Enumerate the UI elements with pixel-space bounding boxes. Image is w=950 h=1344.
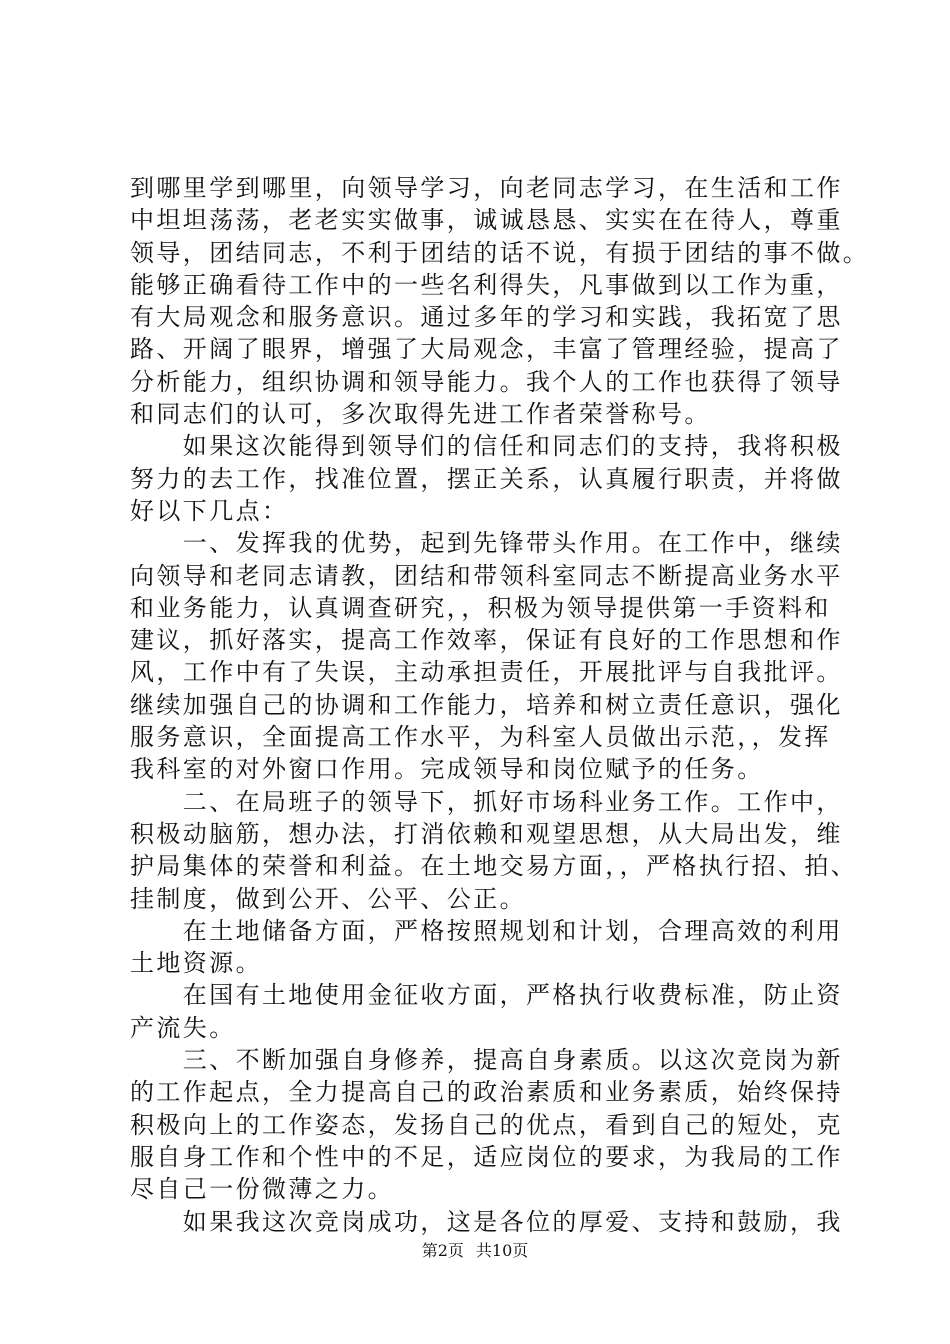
text-line: 护局集体的荣誉和利益。在土地交易方面，，严格执行招、拍、 [130, 852, 858, 881]
text-line: 中坦坦荡荡，老老实实做事，诚诚恳恳、实实在在待人，尊重 [130, 206, 843, 235]
text-line: 有大局观念和服务意识。通过多年的学习和实践，我拓宽了思 [130, 303, 843, 332]
text-line: 如果这次能得到领导们的信任和同志们的支持，我将积极 [130, 432, 843, 461]
text-line: 分析能力，组织协调和领导能力。我个人的工作也获得了领导 [130, 367, 843, 396]
document-body [130, 172, 870, 1238]
text-line: 一、发挥我的优势，起到先锋带头作用。在工作中，继续 [130, 529, 843, 558]
text-line: 土地资源。 [130, 949, 262, 978]
text-line: 我科室的对外窗口作用。完成领导和岗位赋予的任务。 [130, 755, 764, 784]
text-line: 路、开阔了眼界，增强了大局观念，丰富了管理经验，提高了 [130, 335, 843, 364]
text-line: 建议，抓好落实，提高工作效率，保证有良好的工作思想和作 [130, 626, 843, 655]
text-line: 如果我这次竞岗成功，这是各位的厚爱、支持和鼓励，我 [130, 1207, 843, 1236]
text-line: 服自身工作和个性中的不足，适应岗位的要求，为我局的工作 [130, 1142, 843, 1171]
text-line: 在国有土地使用金征收方面，严格执行收费标准，防止资 [130, 981, 843, 1010]
text-line: 向领导和老同志请教，团结和带领科室同志不断提高业务水平 [130, 561, 843, 590]
page-number: 第2页 [421, 1241, 464, 1260]
text-line: 风，工作中有了失误，主动承担责任，开展批评与自我批评。 [130, 658, 843, 687]
page-footer [0, 1241, 950, 1261]
text-line: 好以下几点： [130, 496, 289, 525]
text-line: 继续加强自己的协调和工作能力，培养和树立责任意识，强化 [130, 690, 843, 719]
text-line: 服务意识，全面提高工作水平，为科室人员做出示范，，发挥 [130, 723, 831, 752]
text-line: 挂制度，做到公开、公平、公正。 [130, 884, 526, 913]
text-line: 积极向上的工作姿态，发扬自己的优点，看到自己的短处，克 [130, 1110, 843, 1139]
text-line: 努力的去工作，找准位置，摆正关系，认真履行职责，并将做 [130, 464, 843, 493]
text-line: 产流失。 [130, 1013, 236, 1042]
text-line: 积极动脑筋，想办法，打消依赖和观望思想，从大局出发，维 [130, 819, 843, 848]
text-line: 三、不断加强自身修养，提高自身素质。以这次竞岗为新 [130, 1046, 843, 1075]
page-total: 共10页 [475, 1241, 529, 1260]
text-line: 和业务能力，认真调查研究，，积极为领导提供第一手资料和 [130, 593, 831, 622]
text-line: 和同志们的认可，多次取得先进工作者荣誉称号。 [130, 400, 711, 429]
text-line: 的工作起点，全力提高自己的政治素质和业务素质，始终保持 [130, 1078, 843, 1107]
text-line: 在土地储备方面，严格按照规划和计划，合理高效的利用 [130, 916, 843, 945]
text-line: 尽自己一份微薄之力。 [130, 1175, 394, 1204]
text-line: 到哪里学到哪里，向领导学习，向老同志学习，在生活和工作 [130, 174, 843, 202]
text-line: 能够正确看待工作中的一些名利得失，凡事做到以工作为重， [130, 270, 843, 299]
text-line: 二、在局班子的领导下，抓好市场科业务工作。工作中， [130, 787, 843, 816]
text-line: 领导，团结同志，不利于团结的话不说，有损于团结的事不做。 [130, 238, 870, 267]
